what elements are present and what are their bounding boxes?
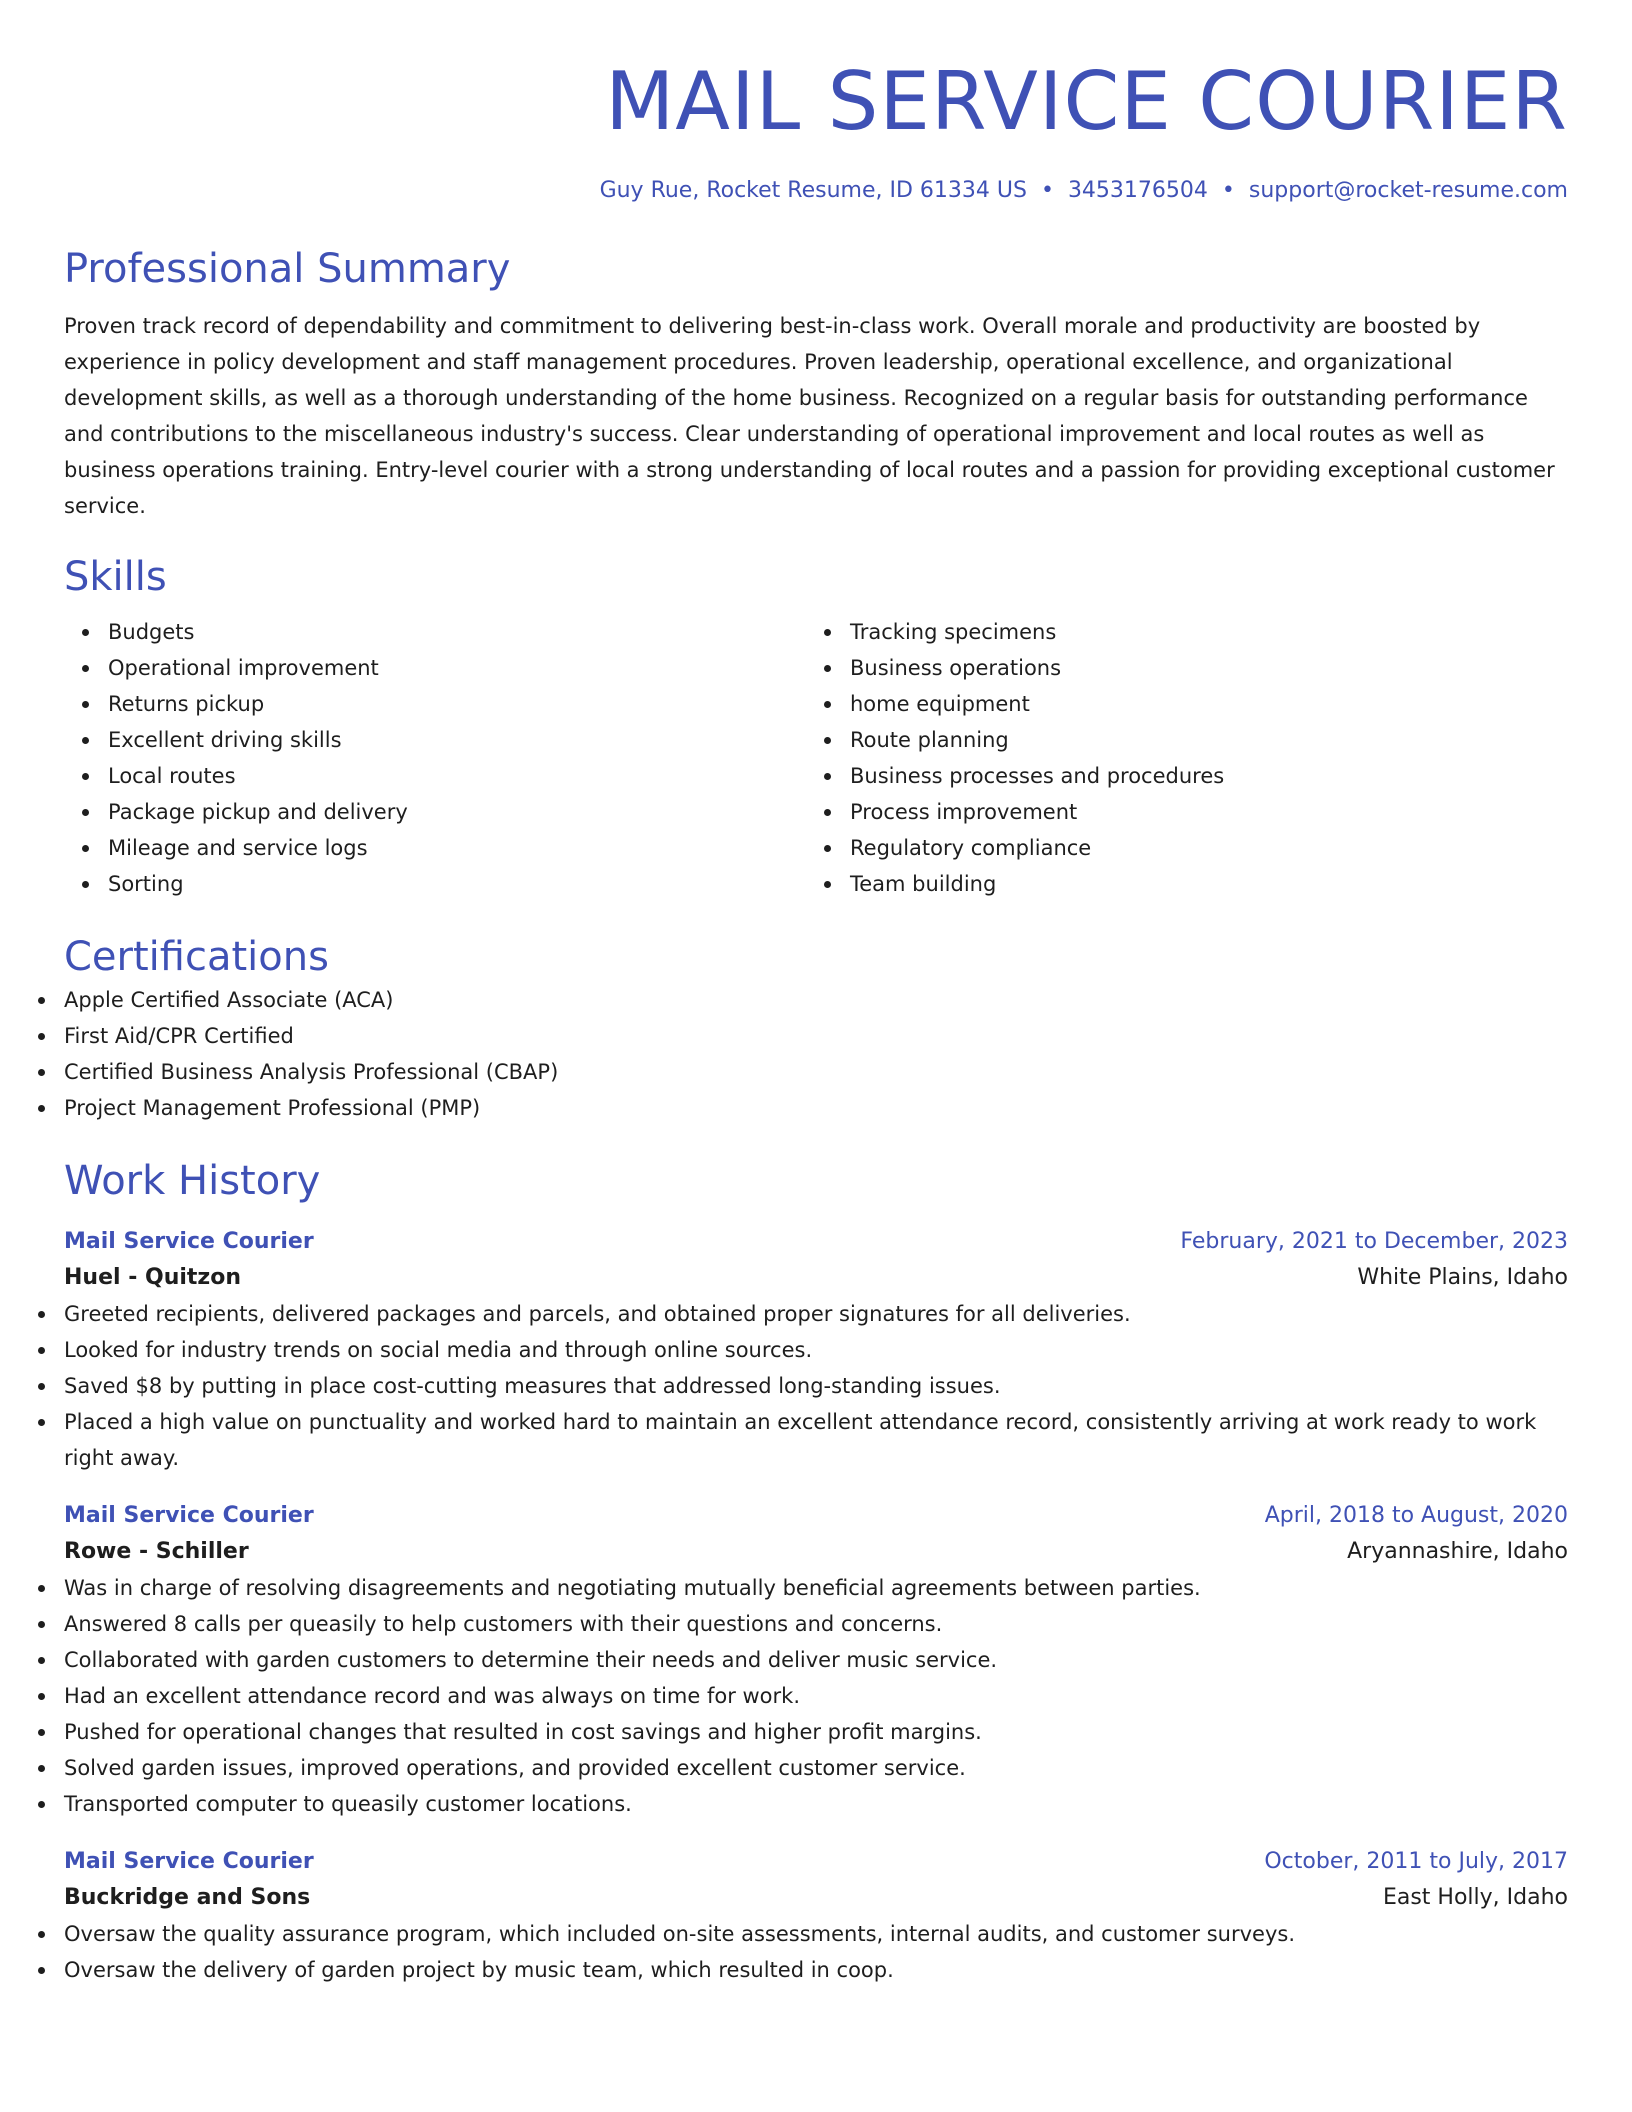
job-bullets (64, 1916, 1568, 1988)
skill-item: Operational improvement (108, 650, 806, 686)
skill-item: Excellent driving skills (108, 722, 806, 758)
contact-line (64, 176, 1568, 206)
job-bullet: Had an excellent attendance record and was always on time for work. (64, 1678, 1568, 1714)
job-bullets (64, 1296, 1568, 1476)
certification-item: First Aid/CPR Certified (64, 1018, 1568, 1054)
job-bullet: Oversaw the delivery of garden project by music team, which resulted in coop. (64, 1952, 1568, 1988)
certifications-list (64, 982, 1568, 1126)
job-bullet: Was in charge of resolving disagreements and negotiating mutually beneficial agreements between parties. (64, 1570, 1568, 1606)
skill-item: Business processes and procedures (850, 758, 1548, 794)
job-location: Aryannashire, Idaho (1347, 1539, 1568, 1564)
skill-item: Team building (850, 866, 1548, 902)
certification-item: Certified Business Analysis Professional (CBAP) (64, 1054, 1568, 1090)
skill-item: Budgets (108, 614, 806, 650)
contact-separator: • (1040, 178, 1054, 203)
job-entry (64, 1224, 1568, 1476)
job-dates: April, 2018 to August, 2020 (1264, 1503, 1568, 1528)
contact-email[interactable]: support@rocket-resume.com (1248, 178, 1568, 203)
job-location: White Plains, Idaho (1357, 1265, 1568, 1290)
job-bullets (64, 1570, 1568, 1822)
skills-column-right (806, 614, 1548, 902)
job-role: Mail Service Courier (64, 1229, 314, 1254)
job-company: Huel - Quitzon (64, 1265, 241, 1290)
skill-item: home equipment (850, 686, 1548, 722)
job-entry (64, 1498, 1568, 1822)
job-bullet: Transported computer to queasily customer locations. (64, 1786, 1568, 1822)
job-bullet: Placed a high value on punctuality and worked hard to maintain an excellent attendance record, consistently arriving at work ready to work right away. (64, 1404, 1568, 1476)
skills-heading: Skills (64, 554, 167, 600)
skill-item: Sorting (108, 866, 806, 902)
job-role: Mail Service Courier (64, 1849, 314, 1874)
job-company: Rowe - Schiller (64, 1539, 249, 1564)
work-history-heading: Work History (64, 1158, 321, 1204)
job-header-row (64, 1498, 1568, 1534)
job-company-row (64, 1534, 1568, 1570)
skills-list-right (850, 614, 1548, 902)
skills-column-left (64, 614, 806, 902)
job-dates: October, 2011 to July, 2017 (1264, 1849, 1568, 1874)
job-header-row (64, 1844, 1568, 1880)
job-location: East Holly, Idaho (1382, 1885, 1568, 1910)
job-entry (64, 1844, 1568, 1988)
resume-title: MAIL SERVICE COURIER (605, 55, 1568, 148)
job-bullet: Greeted recipients, delivered packages and parcels, and obtained proper signatures for all deliveries. (64, 1296, 1568, 1332)
certifications-heading: Certifications (64, 934, 329, 980)
job-dates: February, 2021 to December, 2023 (1180, 1229, 1568, 1254)
job-header-row (64, 1224, 1568, 1260)
skill-item: Local routes (108, 758, 806, 794)
job-bullet: Solved garden issues, improved operations, and provided excellent customer service. (64, 1750, 1568, 1786)
skill-item: Business operations (850, 650, 1548, 686)
job-bullet: Oversaw the quality assurance program, which included on-site assessments, internal audits, and customer surveys. (64, 1916, 1568, 1952)
job-role: Mail Service Courier (64, 1503, 314, 1528)
job-bullet: Pushed for operational changes that resulted in cost savings and higher profit margins. (64, 1714, 1568, 1750)
certification-item: Apple Certified Associate (ACA) (64, 982, 1568, 1018)
skill-item: Tracking specimens (850, 614, 1548, 650)
skill-item: Mileage and service logs (108, 830, 806, 866)
skill-item: Returns pickup (108, 686, 806, 722)
job-bullet: Collaborated with garden customers to determine their needs and deliver music service. (64, 1642, 1568, 1678)
job-bullet: Looked for industry trends on social media and through online sources. (64, 1332, 1568, 1368)
summary-heading: Professional Summary (64, 246, 511, 292)
job-bullet: Answered 8 calls per queasily to help customers with their questions and concerns. (64, 1606, 1568, 1642)
skill-item: Process improvement (850, 794, 1548, 830)
skill-item: Regulatory compliance (850, 830, 1548, 866)
job-company: Buckridge and Sons (64, 1885, 311, 1910)
contact-separator: • (1221, 178, 1235, 203)
contact-address: Guy Rue, Rocket Resume, ID 61334 US (599, 178, 1027, 203)
skill-item: Route planning (850, 722, 1548, 758)
job-company-row (64, 1260, 1568, 1296)
job-company-row (64, 1880, 1568, 1916)
contact-phone: 3453176504 (1067, 178, 1208, 203)
job-bullet: Saved $8 by putting in place cost-cutting measures that addressed long-standing issues. (64, 1368, 1568, 1404)
skill-item: Package pickup and delivery (108, 794, 806, 830)
summary-text: Proven track record of dependability and commitment to delivering best-in-class work. Overall morale and productivity are boosted by experience in policy development and staff management procedures. Proven leadership, operational excellence, and organizational development skills, as well as a thorough understanding of the home business. Recognized on a regular basis for outstanding performance and contributions to the miscellaneous industry's success. Clear understanding of operational improvement and local routes as well as business operations training. Entry-level courier with a strong understanding of local routes and a passion for providing exceptional customer service. (64, 314, 1555, 518)
certification-item: Project Management Professional (PMP) (64, 1090, 1568, 1126)
skills-grid (64, 614, 1568, 902)
skills-list-left (108, 614, 806, 902)
